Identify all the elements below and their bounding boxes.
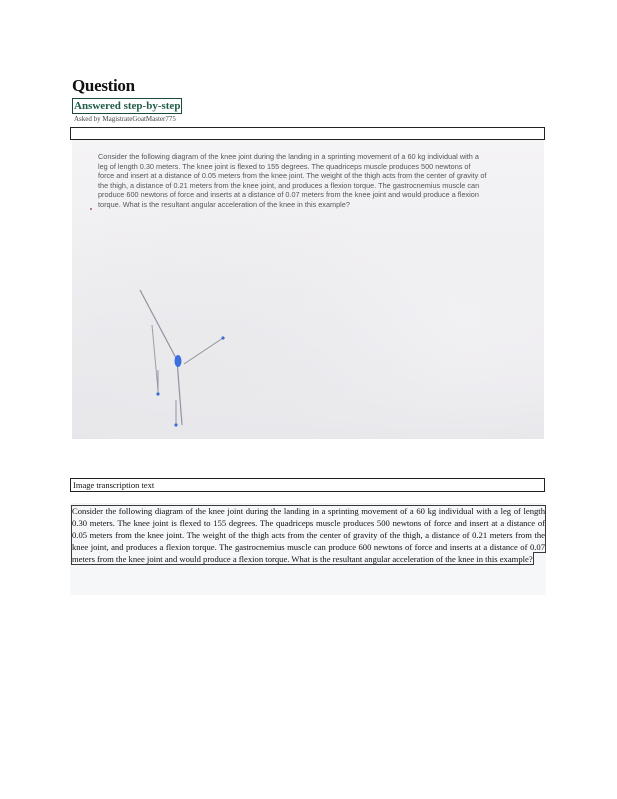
asked-by-text: Asked by MagistrateGoatMaster775 bbox=[74, 115, 176, 123]
transcription-text[interactable] bbox=[72, 505, 545, 565]
question-image[interactable] bbox=[72, 140, 544, 439]
gastrocnemius-arrowhead bbox=[174, 423, 177, 426]
transcription-label: Image transcription text bbox=[70, 478, 545, 492]
knee-joint-dot bbox=[175, 355, 182, 367]
shank-line bbox=[177, 360, 182, 425]
weight-arrowhead bbox=[156, 392, 159, 395]
knee-diagram bbox=[72, 140, 544, 439]
page-title: Question bbox=[72, 76, 135, 95]
image-frame bbox=[70, 127, 545, 140]
quadriceps-arrowhead bbox=[221, 336, 224, 339]
answered-badge[interactable]: Answered step-by-step bbox=[74, 100, 181, 112]
image-question-text: Consider the following diagram of the knee joint during the landing in a sprinting movement of a 60 kg individual with a leg of length 0.30 meters. The knee joint is flexed to 155 degrees. The quadriceps muscle produces 500 newtons of force and insert at a distance of 0.05 meters from the knee joint. The weight of the thigh acts from the center of gravity of the thigh, a distance of 0.21 meters from the knee joint, and produces a flexion torque. The gastrocnemius muscle can produce 600 newtons of force and inserts at a distance of 0.07 meters from the knee joint and would produce a flexion torque. What is the resultant angular acceleration of the knee in this example? bbox=[98, 152, 487, 209]
thigh-line bbox=[140, 290, 177, 360]
leg-outline bbox=[152, 325, 158, 390]
quadriceps-arrow bbox=[184, 338, 223, 364]
stray-dot bbox=[90, 208, 92, 210]
transcription-body: Consider the following diagram of the knee joint during the landing in a sprinting movement of a 60 kg individual with a leg of length 0.30 meters. The knee joint is flexed to 155 degrees. The quadriceps muscle produces 500 newtons of force and insert at a distance of 0.05 meters from the knee joint. The weight of the thigh acts from the center of gravity of the thigh, a distance of 0.21 meters from the knee joint, and produces a flexion torque. The gastrocnemius muscle can produce 600 newtons of force and inserts at a distance of 0.07 meters from the knee joint and would produce a flexion torque. What is the resultant angular acceleration of the knee in this example? bbox=[72, 506, 545, 565]
